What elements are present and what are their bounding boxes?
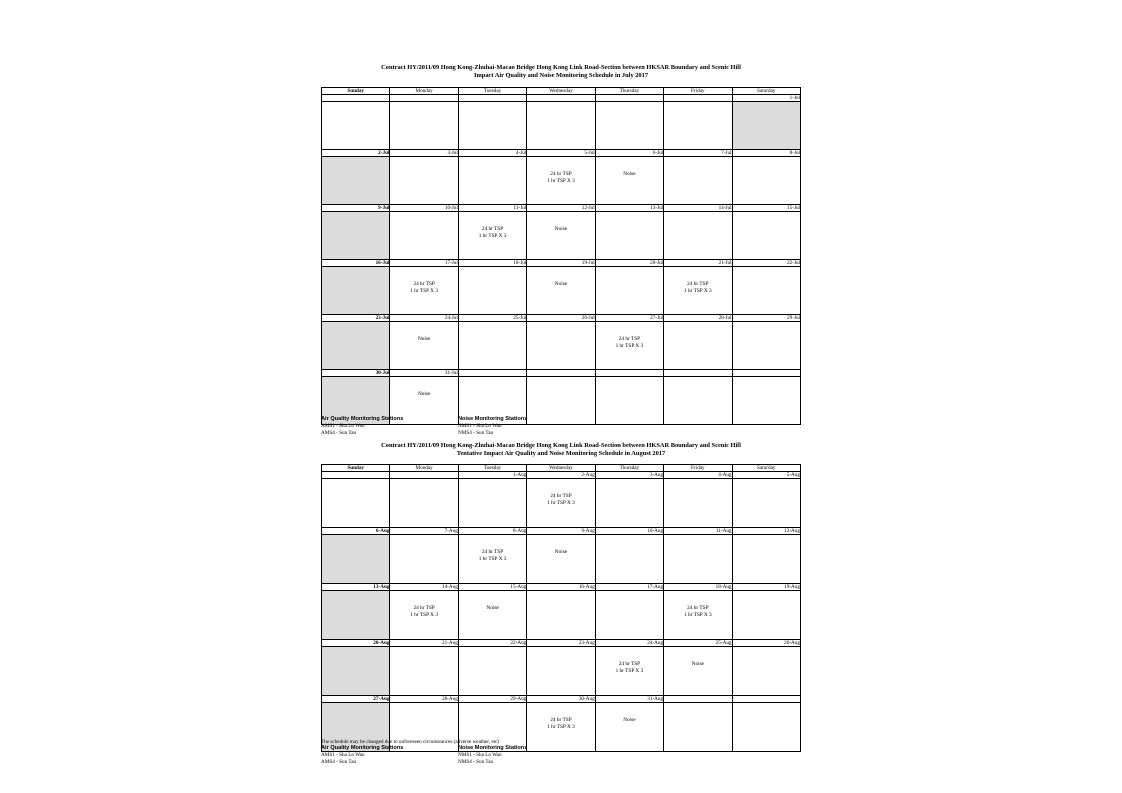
date-cell: 2-Aug bbox=[527, 472, 595, 479]
date-cell: 3-Jul bbox=[390, 150, 458, 157]
activity-line: Noise bbox=[623, 717, 636, 723]
schedule-change-note: The schedule may be changed due to unforeseen circumstances (adverse weather, etc) bbox=[321, 739, 500, 745]
day-cell bbox=[527, 535, 595, 584]
monitoring-activity bbox=[459, 549, 526, 563]
date-cell: 20-Jul bbox=[595, 260, 663, 267]
date-cell: 10-Aug bbox=[595, 528, 663, 535]
date-cell: 26-Aug bbox=[732, 640, 800, 647]
date-cell: 30-Aug bbox=[527, 696, 595, 703]
date-cell bbox=[595, 95, 663, 102]
day-cell bbox=[527, 591, 595, 640]
day-cell bbox=[322, 535, 390, 584]
date-cell bbox=[458, 370, 526, 377]
date-cell: 1-Jul bbox=[732, 95, 800, 102]
weekday-header: Sunday bbox=[322, 88, 390, 95]
noise-stations-header: Noise Monitoring Stations bbox=[458, 745, 528, 751]
monitoring-activity bbox=[664, 281, 731, 295]
day-cell bbox=[732, 591, 800, 640]
weekday-header: Wednesday bbox=[527, 465, 595, 472]
date-cell: 12-Jul bbox=[527, 205, 595, 212]
day-cell bbox=[322, 647, 390, 696]
date-cell: 11-Aug bbox=[664, 528, 732, 535]
day-cell bbox=[664, 591, 732, 640]
monitoring-activity bbox=[527, 549, 594, 556]
day-cell bbox=[390, 322, 458, 370]
date-cell: 16-Jul bbox=[322, 260, 390, 267]
monitoring-activity bbox=[596, 336, 663, 350]
activity-line: 1 hr TSP X 3 bbox=[410, 612, 438, 618]
date-cell: 11-Jul bbox=[458, 205, 526, 212]
day-cell bbox=[527, 212, 595, 260]
activity-line: Noise bbox=[554, 226, 568, 232]
activity-line: 24 hr TSP bbox=[481, 549, 504, 555]
date-cell: 29-Aug bbox=[458, 696, 526, 703]
day-cell bbox=[527, 157, 595, 205]
date-cell: 14-Jul bbox=[664, 205, 732, 212]
date-cell: 24-Aug bbox=[595, 640, 663, 647]
date-cell: 4-Jul bbox=[458, 150, 526, 157]
day-cell bbox=[458, 479, 526, 528]
monitoring-activity bbox=[390, 281, 457, 295]
date-cell bbox=[322, 472, 390, 479]
date-cell: 22-Jul bbox=[732, 260, 800, 267]
date-cell: 29-Jul bbox=[732, 315, 800, 322]
date-cell: 18-Jul bbox=[458, 260, 526, 267]
day-cell bbox=[595, 377, 663, 425]
date-cell: 26-Jul bbox=[527, 315, 595, 322]
day-cell bbox=[458, 157, 526, 205]
date-cell: 21-Aug bbox=[390, 640, 458, 647]
weekday-header: Friday bbox=[664, 88, 732, 95]
july-calendar bbox=[321, 87, 801, 425]
day-cell bbox=[595, 267, 663, 315]
date-cell: 30-Jul bbox=[322, 370, 390, 377]
activity-line: 1 hr TSP X 3 bbox=[410, 288, 438, 294]
date-cell: 23-Aug bbox=[527, 640, 595, 647]
day-cell bbox=[732, 267, 800, 315]
weekday-header: Sunday bbox=[322, 465, 390, 472]
day-cell bbox=[458, 647, 526, 696]
activity-line: 1 hr TSP X 3 bbox=[547, 724, 575, 730]
monitoring-activity bbox=[527, 281, 594, 288]
weekday-header: Saturday bbox=[732, 88, 800, 95]
air-station-item: AMS1 - Sha Lo Wan bbox=[321, 423, 365, 429]
noise-station-item: NMS1 - Sha Lo Wan bbox=[458, 423, 502, 429]
activity-line: 24 hr TSP bbox=[550, 493, 572, 499]
day-cell bbox=[595, 479, 663, 528]
date-cell bbox=[322, 95, 390, 102]
date-cell bbox=[527, 95, 595, 102]
day-cell bbox=[390, 157, 458, 205]
date-cell bbox=[390, 95, 458, 102]
date-cell: 9-Aug bbox=[527, 528, 595, 535]
date-cell: 28-Aug bbox=[390, 696, 458, 703]
day-cell bbox=[527, 647, 595, 696]
day-cell bbox=[390, 647, 458, 696]
activity-line: 1 hr TSP X 3 bbox=[478, 556, 507, 562]
monitoring-activity bbox=[390, 336, 457, 343]
date-cell: 10-Jul bbox=[390, 205, 458, 212]
day-cell bbox=[322, 157, 390, 205]
day-cell bbox=[664, 703, 732, 752]
weekday-header: Wednesday bbox=[527, 88, 595, 95]
monitoring-activity bbox=[459, 605, 526, 612]
day-cell bbox=[595, 647, 663, 696]
activity-line: 24 hr TSP bbox=[618, 661, 641, 667]
activity-line: 1 hr TSP X 3 bbox=[683, 612, 712, 618]
activity-line: 1 hr TSP X 3 bbox=[547, 178, 575, 184]
day-cell bbox=[595, 102, 663, 150]
day-cell bbox=[458, 267, 526, 315]
date-cell: 3-Aug bbox=[595, 472, 663, 479]
date-cell bbox=[527, 370, 595, 377]
date-cell: 6-Aug bbox=[322, 528, 390, 535]
activity-line: 24 hr TSP bbox=[687, 605, 709, 611]
monitoring-activity bbox=[527, 717, 594, 731]
monitoring-activity bbox=[527, 493, 594, 507]
day-cell bbox=[664, 102, 732, 150]
monitoring-activity bbox=[527, 226, 594, 233]
noise-station-item: NMS4 - Sun Tau bbox=[458, 759, 494, 765]
date-cell: 18-Aug bbox=[664, 584, 732, 591]
day-cell bbox=[322, 479, 390, 528]
date-cell: 5-Jul bbox=[527, 150, 595, 157]
activity-line: 1 hr TSP X 3 bbox=[478, 233, 507, 239]
day-cell bbox=[595, 703, 663, 752]
monitoring-activity bbox=[459, 226, 526, 240]
weekday-header: Saturday bbox=[732, 465, 800, 472]
air-station-item: AMS4 - Sun Tau bbox=[321, 759, 357, 765]
activity-line: Noise bbox=[417, 391, 431, 397]
activity-line: Noise bbox=[554, 549, 568, 555]
date-cell bbox=[664, 95, 732, 102]
monitoring-activity bbox=[390, 391, 457, 398]
day-cell bbox=[458, 102, 526, 150]
date-cell: 22-Aug bbox=[458, 640, 526, 647]
date-cell: 31-Aug bbox=[595, 696, 663, 703]
activity-line: 1 hr TSP X 3 bbox=[615, 668, 644, 674]
activity-line: Noise bbox=[623, 171, 636, 177]
july-title-line1: Contract HY/2011/09 Hong Kong-Zhuhai-Macao Bridge Hong Kong Link Road-Section between HKSAR Boundary and Scenic Hill bbox=[381, 64, 741, 71]
day-cell bbox=[732, 535, 800, 584]
day-cell bbox=[390, 267, 458, 315]
weekday-header: Tuesday bbox=[458, 88, 526, 95]
date-cell bbox=[732, 696, 800, 703]
day-cell bbox=[458, 535, 526, 584]
date-cell bbox=[458, 95, 526, 102]
day-cell bbox=[732, 157, 800, 205]
noise-station-item: NMS4 - Sun Tau bbox=[458, 430, 494, 436]
date-cell: 8-Aug bbox=[458, 528, 526, 535]
activity-line: 24 hr TSP bbox=[550, 717, 572, 723]
august-title-line1: Contract HY/2011/09 Hong Kong-Zhuhai-Macao Bridge Hong Kong Link Road-Section between HKSAR Boundary and Scenic Hill bbox=[381, 442, 741, 449]
noise-stations-header: Noise Monitoring Stations bbox=[458, 416, 528, 422]
air-quality-stations-header: Air Quality Monitoring Stations bbox=[321, 745, 404, 751]
day-cell bbox=[732, 647, 800, 696]
date-cell: 12-Aug bbox=[732, 528, 800, 535]
day-cell bbox=[322, 212, 390, 260]
date-cell bbox=[664, 696, 732, 703]
day-cell bbox=[527, 102, 595, 150]
monitoring-activity bbox=[527, 171, 594, 185]
date-cell bbox=[664, 370, 732, 377]
date-cell: 5-Aug bbox=[732, 472, 800, 479]
day-cell bbox=[732, 102, 800, 150]
date-cell: 4-Aug bbox=[664, 472, 732, 479]
day-cell bbox=[664, 322, 732, 370]
day-cell bbox=[527, 322, 595, 370]
date-cell: 20-Aug bbox=[322, 640, 390, 647]
monitoring-activity bbox=[596, 171, 663, 178]
date-cell: 7-Aug bbox=[390, 528, 458, 535]
weekday-header: Monday bbox=[390, 88, 458, 95]
date-cell: 2-Jul bbox=[322, 150, 390, 157]
day-cell bbox=[390, 535, 458, 584]
monitoring-activity bbox=[596, 661, 663, 675]
day-cell bbox=[458, 322, 526, 370]
activity-line: 24 hr TSP bbox=[481, 226, 504, 232]
date-cell bbox=[595, 370, 663, 377]
monitoring-activity bbox=[664, 605, 731, 619]
day-cell bbox=[322, 267, 390, 315]
date-cell: 19-Aug bbox=[732, 584, 800, 591]
day-cell bbox=[664, 212, 732, 260]
date-cell: 24-Jul bbox=[390, 315, 458, 322]
day-cell bbox=[390, 102, 458, 150]
day-cell bbox=[595, 322, 663, 370]
date-cell: 27-Jul bbox=[595, 315, 663, 322]
air-station-item: AMS1 - Sha Lo Wan bbox=[321, 752, 365, 758]
date-cell: 13-Aug bbox=[322, 584, 390, 591]
date-cell bbox=[732, 370, 800, 377]
day-cell bbox=[664, 535, 732, 584]
day-cell bbox=[664, 157, 732, 205]
activity-line: 1 hr TSP X 3 bbox=[547, 500, 575, 506]
weekday-header: Friday bbox=[664, 465, 732, 472]
date-cell: 17-Jul bbox=[390, 260, 458, 267]
weekday-header: Tuesday bbox=[458, 465, 526, 472]
activity-line: 24 hr TSP bbox=[413, 281, 435, 287]
date-cell: 14-Aug bbox=[390, 584, 458, 591]
monitoring-activity bbox=[664, 661, 731, 668]
date-cell: 15-Aug bbox=[458, 584, 526, 591]
activity-line: Noise bbox=[486, 605, 499, 611]
date-cell: 25-Jul bbox=[458, 315, 526, 322]
activity-line: 24 hr TSP bbox=[618, 336, 641, 342]
day-cell bbox=[458, 591, 526, 640]
weekday-header: Thursday bbox=[595, 465, 663, 472]
day-cell bbox=[527, 267, 595, 315]
air-station-item: AMS4 - Sun Tau bbox=[321, 430, 357, 436]
day-cell bbox=[322, 322, 390, 370]
air-quality-stations-header: Air Quality Monitoring Stations bbox=[321, 416, 404, 422]
noise-station-item: NMS1 - Sha Lo Wan bbox=[458, 752, 502, 758]
date-cell: 25-Aug bbox=[664, 640, 732, 647]
august-calendar bbox=[321, 464, 801, 752]
date-cell: 15-Jul bbox=[732, 205, 800, 212]
day-cell bbox=[527, 479, 595, 528]
day-cell bbox=[390, 212, 458, 260]
day-cell bbox=[664, 377, 732, 425]
day-cell bbox=[595, 591, 663, 640]
monitoring-activity bbox=[390, 605, 457, 619]
activity-line: 24 hr TSP bbox=[550, 171, 572, 177]
weekday-header: Monday bbox=[390, 465, 458, 472]
date-cell: 23-Jul bbox=[322, 315, 390, 322]
activity-line: 24 hr TSP bbox=[413, 605, 435, 611]
date-cell: 19-Jul bbox=[527, 260, 595, 267]
date-cell: 13-Jul bbox=[595, 205, 663, 212]
day-cell bbox=[664, 267, 732, 315]
day-cell bbox=[595, 212, 663, 260]
day-cell bbox=[322, 102, 390, 150]
date-cell: 27-Aug bbox=[322, 696, 390, 703]
activity-line: Noise bbox=[417, 336, 431, 342]
date-cell: 16-Aug bbox=[527, 584, 595, 591]
day-cell bbox=[664, 479, 732, 528]
day-cell bbox=[732, 212, 800, 260]
day-cell bbox=[732, 377, 800, 425]
activity-line: 24 hr TSP bbox=[687, 281, 709, 287]
day-cell bbox=[732, 479, 800, 528]
monitoring-activity bbox=[596, 717, 663, 724]
july-title-line2: Impact Air Quality and Noise Monitoring Schedule in July 2017 bbox=[473, 72, 649, 79]
day-cell bbox=[390, 479, 458, 528]
activity-line: Noise bbox=[554, 281, 568, 287]
activity-line: 1 hr TSP X 3 bbox=[615, 343, 644, 349]
date-cell: 8-Jul bbox=[732, 150, 800, 157]
date-cell: 21-Jul bbox=[664, 260, 732, 267]
date-cell: 31-Jul bbox=[390, 370, 458, 377]
activity-line: 1 hr TSP X 3 bbox=[683, 288, 712, 294]
date-cell bbox=[390, 472, 458, 479]
day-cell bbox=[458, 212, 526, 260]
day-cell bbox=[322, 591, 390, 640]
date-cell: 1-Aug bbox=[458, 472, 526, 479]
august-title-line2: Tentative Impact Air Quality and Noise Monitoring Schedule in August 2017 bbox=[456, 450, 666, 457]
date-cell: 28-Jul bbox=[664, 315, 732, 322]
day-cell bbox=[390, 591, 458, 640]
day-cell bbox=[732, 703, 800, 752]
date-cell: 6-Jul bbox=[595, 150, 663, 157]
weekday-header: Thursday bbox=[595, 88, 663, 95]
day-cell bbox=[664, 647, 732, 696]
date-cell: 7-Jul bbox=[664, 150, 732, 157]
day-cell bbox=[595, 157, 663, 205]
date-cell: 9-Jul bbox=[322, 205, 390, 212]
activity-line: Noise bbox=[691, 661, 704, 667]
date-cell: 17-Aug bbox=[595, 584, 663, 591]
day-cell bbox=[732, 322, 800, 370]
day-cell bbox=[595, 535, 663, 584]
